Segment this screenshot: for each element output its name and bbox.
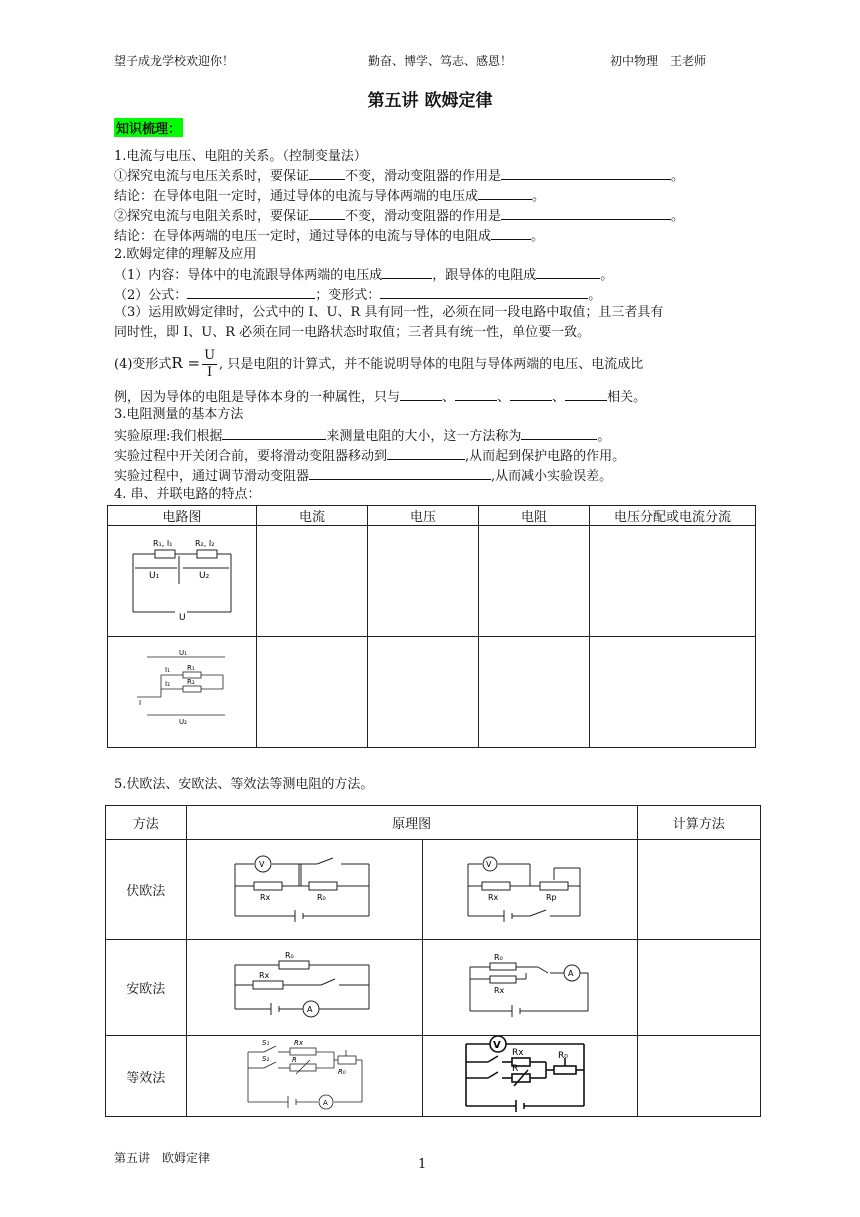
line-10: 同时性，即 I、U、R 必须在同一电路状态时取值；三者具有统一性，单位要一致。 (114, 325, 591, 340)
ammeter-diagram-2-cell (423, 940, 638, 1036)
a2-r0-label: R₀ (493, 952, 503, 962)
line-14: 实验原理:我们根据 来测量电阻的大小，这一方法称为 。 (114, 426, 610, 446)
th-resistance: 电阻 (479, 506, 590, 526)
method-voltmeter: 伏欧法 (106, 840, 187, 940)
e1-s1-label: S₁ (262, 1039, 270, 1047)
th-distribution: 电压分配或电流分流 (590, 506, 756, 526)
equivalent-diagram-2-cell (423, 1036, 638, 1117)
footer-lesson: 第五讲 欧姆定律 (114, 1151, 211, 1165)
line-13: 3.电阻测量的基本方法 (114, 407, 244, 422)
th-circuit: 电路图 (108, 506, 257, 526)
a1-r0-label: R₀ (285, 950, 295, 960)
e1-meter-label: A (323, 1099, 329, 1107)
line-4: ②探究电流与电阻关系时，要保证 不变，滑动变阻器的作用是 。 (114, 206, 684, 226)
v1-meter-label: V (259, 859, 265, 869)
series-circuit-cell (108, 526, 257, 637)
v1-rx-label: Rx (260, 892, 271, 902)
voltmeter-calc-cell (637, 840, 760, 940)
e1-s2-label: S₂ (262, 1055, 270, 1063)
line-9: （3）运用欧姆定律时，公式中的 I、U、R 具有同一性，必须在同一段电路中取值；且三者具有 (114, 305, 664, 320)
parallel-distribution-cell (590, 637, 756, 748)
series-r1-label: R₁, I₁ (153, 539, 173, 548)
header-teacher: 初中物理 王老师 (610, 54, 707, 68)
series-resistance-cell (479, 526, 590, 637)
v2-rp-label: Rp (545, 892, 557, 902)
series-voltage-cell (368, 526, 479, 637)
line-1: 1.电流与电压、电阻的关系。（控制变量法） (114, 149, 367, 164)
parallel-current-cell (257, 637, 368, 748)
voltmeter-diagram-1-cell (186, 840, 422, 940)
page-title: 第五讲 欧姆定律 (367, 91, 493, 111)
parallel-i1-label: I₁ (165, 666, 170, 674)
parallel-i2-label: I₂ (165, 680, 170, 688)
line-5: 结论：在导体两端的电压一定时，通过导体的电流与导体的电阻成 。 (114, 226, 544, 246)
ammeter-calc-cell (637, 940, 760, 1036)
th-diagram: 原理图 (186, 806, 637, 840)
line-8: （2）公式： ；变形式： 。 (114, 285, 601, 305)
line-16: 实验过程中，通过调节滑动变阻器 ,从而减小实验误差。 (114, 466, 612, 486)
parallel-r2-label: R₂ (187, 678, 195, 686)
th-voltage: 电压 (368, 506, 479, 526)
series-u2-label: U₂ (199, 571, 210, 581)
voltmeter-circuit-2 (460, 850, 600, 926)
page-number: 1 (418, 1157, 427, 1172)
series-circuit-diagram (127, 534, 237, 624)
ammeter-circuit-1 (229, 949, 379, 1023)
equivalent-circuit-1 (234, 1036, 374, 1112)
equivalent-circuit-2 (460, 1036, 600, 1112)
method-ammeter: 安欧法 (106, 940, 187, 1036)
equivalent-diagram-1-cell (186, 1036, 422, 1117)
parallel-circuit-cell (108, 637, 257, 748)
v1-r0-label: R₀ (317, 892, 327, 902)
e1-r-label: R (292, 1056, 298, 1064)
line-12: 例，因为导体的电阻是导体本身的一种属性，只与 、 、 、 相关。 (114, 387, 646, 407)
parallel-circuit-diagram (127, 645, 237, 735)
a2-rx-label: Rx (493, 985, 505, 995)
series-u1-label: U₁ (149, 571, 160, 581)
header-school: 望子成龙学校欢迎你！ (114, 54, 235, 68)
line-2: ①探究电流与电压关系时，要保证 不变，滑动变阻器的作用是 。 (114, 166, 684, 186)
line-3: 结论：在导体电阻一定时，通过导体的电流与导体两端的电压成 。 (114, 186, 545, 206)
a2-meter-label: A (567, 968, 574, 978)
parallel-resistance-cell (479, 637, 590, 748)
series-u-label: U (179, 613, 186, 623)
header-motto: 勤奋、博学、笃志、感恩！ (368, 54, 513, 68)
e1-rx-label: Rx (294, 1039, 304, 1047)
series-r2-label: R₂, I₂ (195, 539, 215, 548)
th-calculation: 计算方法 (637, 806, 760, 840)
line-15: 实验过程中开关闭合前，要将滑动变阻器移动到 ,从而起到保护电路的作用。 (114, 446, 625, 466)
line-11: (4)变形式R = $\frac{U}{I}$ , 只是电阻的计算式，并不能说明导体的电阻与导体两端的电压、电流成比 (114, 348, 644, 380)
th-current: 电流 (257, 506, 368, 526)
v2-meter-label: V (485, 859, 492, 869)
method-equivalent: 等效法 (106, 1036, 187, 1117)
circuit-characteristics-table (107, 505, 756, 748)
parallel-u1-label: U₁ (179, 649, 187, 657)
series-current-cell (257, 526, 368, 637)
th-method: 方法 (106, 806, 187, 840)
e2-r0-label: R₀ (557, 1051, 568, 1061)
e2-rx-label: Rx (511, 1048, 524, 1058)
ammeter-diagram-1-cell (186, 940, 422, 1036)
line-18: 5.伏欧法、安欧法、等效法等测电阻的方法。 (114, 777, 374, 792)
parallel-voltage-cell (368, 637, 479, 748)
e1-r0-label: R₀ (338, 1068, 346, 1076)
a1-rx-label: Rx (259, 970, 270, 980)
section-label: 知识梳理： (114, 118, 183, 137)
e2-meter-label: V (492, 1040, 501, 1051)
voltmeter-diagram-2-cell (423, 840, 638, 940)
equivalent-calc-cell (637, 1036, 760, 1117)
a1-meter-label: A (307, 1004, 313, 1014)
line-17: 4. 串、并联电路的特点： (114, 487, 261, 502)
e2-r-label: R (511, 1064, 519, 1074)
parallel-u2-label: U₂ (179, 718, 187, 726)
resistance-method-table (105, 805, 761, 1117)
series-distribution-cell (590, 526, 756, 637)
line-7: （1）内容：导体中的电流跟导体两端的电压成 ，跟导体的电阻成 。 (114, 265, 613, 285)
parallel-r1-label: R₁ (187, 664, 195, 672)
v2-rx-label: Rx (487, 892, 499, 902)
line-6: 2.欧姆定律的理解及应用 (114, 247, 257, 262)
ammeter-circuit-2 (460, 949, 600, 1023)
voltmeter-circuit-1 (229, 850, 379, 926)
parallel-i-label: I (139, 699, 142, 707)
